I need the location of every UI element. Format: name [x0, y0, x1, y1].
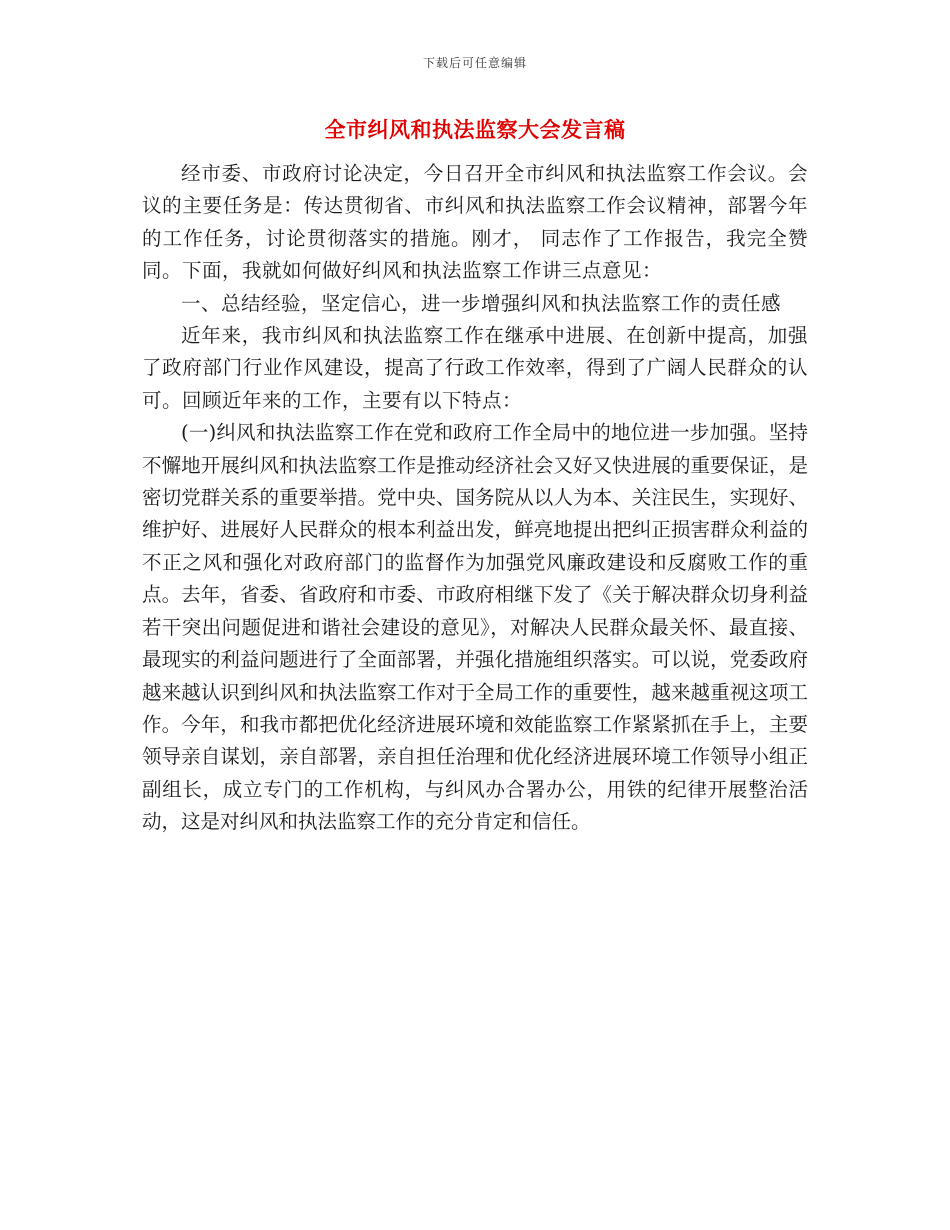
paragraph-point-one: (一)纠风和执法监察工作在党和政府工作全局中的地位进一步加强。坚持不懈地开展纠风和执法监察工作是推动经济社会又好又快进展的重要保证，是密切党群关系的重要举措。党中央、国务院从以人为本、关注民生，实现好、维护好、进展好人民群众的根本利益出发，鲜亮地提出把纠正损害群众利益的不正之风和强化对政府部门的监督作为加强党风廉政建设和反腐败工作的重点。去年，省委、省政府和市委、市政府相继下发了《关于解决群众切身利益若干突出问题促进和谐社会建设的意见》，对解决人民群众最关怀、最直接、最现实的利益问题进行了全面部署，并强化措施组织落实。可以说，党委政府越来越认识到纠风和执法监察工作对于全局工作的重要性，越来越重视这项工作。今年，和我市都把优化经济进展环境和效能监察工作紧紧抓在手上，主要领导亲自谋划，亲自部署，亲自担任治理和优化经济进展环境工作领导小组正副组长，成立专门的工作机构，与纠风办合署办公，用铁的纪律开展整治活动，这是对纠风和执法监察工作的充分肯定和信任。: [142, 421, 808, 834]
paragraph-section-heading: 一、总结经验，坚定信心，进一步增强纠风和执法监察工作的责任感: [181, 291, 782, 315]
header-note: 下载后可任意编辑: [422, 56, 527, 70]
paragraph-intro: 经市委、市政府讨论决定，今日召开全市纠风和执法监察工作会议。会议的主要任务是：传达贯彻省、市纠风和执法监察工作会议精神，部署今年的工作任务，讨论贯彻落实的措施。刚才， 同志作了工作报告，我完全赞同。下面，我就如何做好纠风和执法监察工作讲三点意见：: [142, 162, 808, 283]
document-title: 全市纠风和执法监察大会发言稿: [324, 118, 626, 142]
document-body: [142, 158, 808, 839]
paragraph-review: 近年来，我市纠风和执法监察工作在继承中进展、在创新中提高，加强了政府部门行业作风建设，提高了行政工作效率，得到了广阔人民群众的认可。回顾近年来的工作，主要有以下特点：: [142, 324, 808, 412]
